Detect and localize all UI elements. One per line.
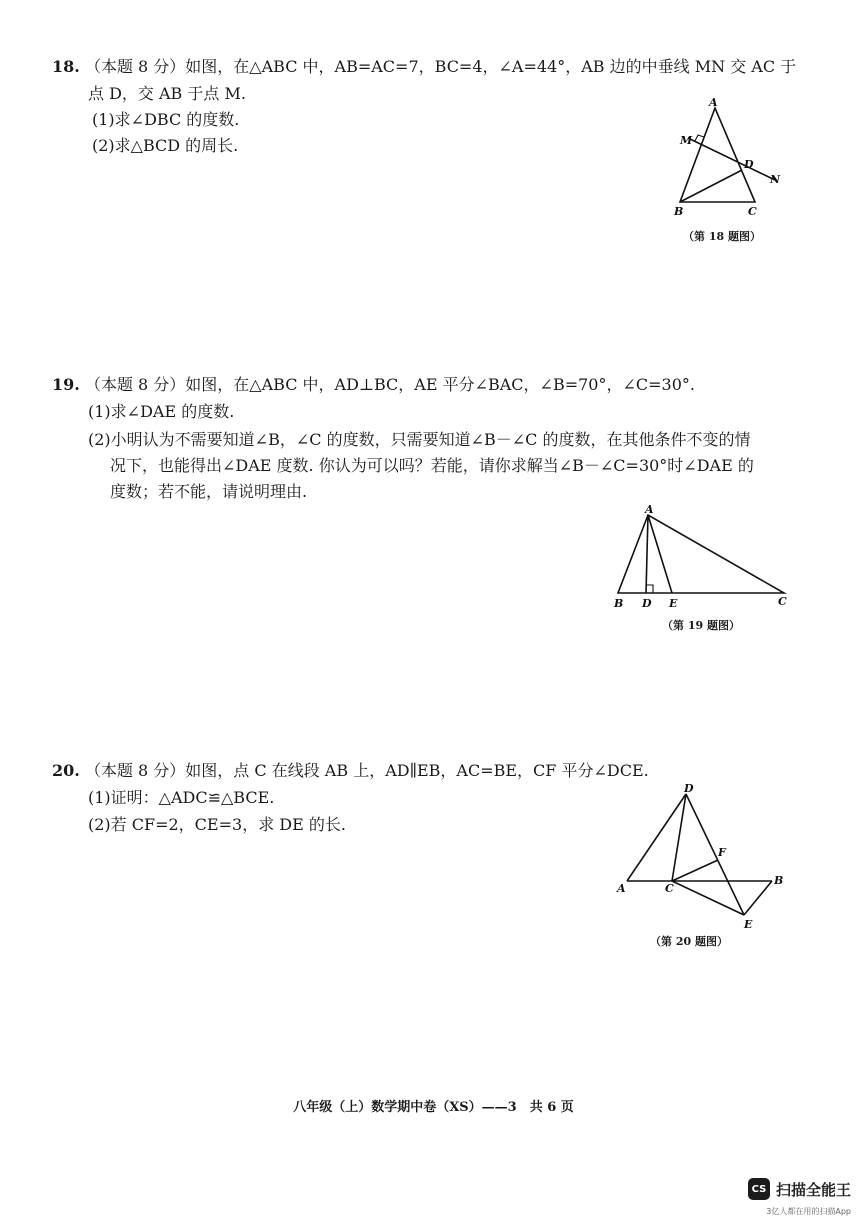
scanner-watermark <box>748 1178 851 1200</box>
camscanner-logo-icon: CS <box>748 1178 770 1200</box>
watermark-title: 扫描全能王 <box>775 1180 851 1199</box>
label-m: M <box>680 134 693 147</box>
line-mn <box>688 138 775 180</box>
question-18-part2: (2)求△BCD 的周长. <box>92 136 239 155</box>
question-19-part2-line3: 度数；若不能，请说明理由. <box>110 482 308 501</box>
label-c: C <box>748 205 757 218</box>
segment-cf <box>672 860 718 881</box>
label-a: A <box>709 96 718 109</box>
question-20-number: 20. <box>52 761 80 780</box>
figure-19 <box>612 505 802 615</box>
label-b: B <box>674 205 684 218</box>
label-d: D <box>684 782 694 795</box>
question-18-line1: （本题 8 分）如图，在△ABC 中，AB=AC=7，BC=4，∠A=44°，AB 边的中垂线 MN 交 AC 于 <box>84 57 797 76</box>
question-18-number: 18. <box>52 57 80 76</box>
label-a: A <box>617 882 626 895</box>
label-e: E <box>669 597 678 610</box>
question-18-part1: (1)求∠DBC 的度数. <box>92 110 240 129</box>
label-c: C <box>778 595 787 608</box>
label-f: F <box>718 846 726 859</box>
page-footer: 八年级（上）数学期中卷（XS）——3 共 6 页 <box>293 1100 574 1115</box>
figure-18-caption: （第 18 题图） <box>683 230 761 243</box>
right-angle-mark <box>646 585 653 593</box>
label-c: C <box>665 882 674 895</box>
figure-20 <box>612 780 792 930</box>
question-19-stem <box>52 375 695 395</box>
segment-de <box>686 794 744 915</box>
question-19-part2-line2: 况下，也能得出∠DAE 度数. 你认为可以吗？若能，请你求解当∠B－∠C=30°时∠DAE 的 <box>110 456 754 475</box>
label-b: B <box>774 874 784 887</box>
question-20-line1: （本题 8 分）如图，点 C 在线段 AB 上，AD∥EB，AC=BE，CF 平分∠DCE. <box>84 761 649 780</box>
segment-dc <box>672 794 686 881</box>
label-b: B <box>614 597 624 610</box>
watermark-subtitle: 3亿人都在用的扫描App <box>766 1207 851 1216</box>
segment-eb <box>744 881 772 915</box>
label-d: D <box>744 158 754 171</box>
figure-18 <box>660 94 800 224</box>
label-a: A <box>645 503 654 516</box>
label-n: N <box>770 173 781 186</box>
triangle-abc <box>680 108 755 202</box>
segment-ce <box>672 881 744 915</box>
question-18-stem <box>52 57 796 77</box>
question-19-number: 19. <box>52 375 80 394</box>
question-20-stem <box>52 761 649 781</box>
altitude-ad <box>646 515 648 593</box>
question-18-line2: 点 D，交 AB 于点 M. <box>88 84 246 103</box>
segment-ad <box>627 794 686 881</box>
question-19-line1: （本题 8 分）如图，在△ABC 中，AD⊥BC，AE 平分∠BAC，∠B=70°，∠C=30°. <box>84 375 695 394</box>
question-19-part1: (1)求∠DAE 的度数. <box>88 402 235 421</box>
question-19-part2-line1: (2)小明认为不需要知道∠B，∠C 的度数，只需要知道∠B－∠C 的度数，在其他条件不变的情 <box>88 430 751 449</box>
triangle-abc <box>618 515 784 593</box>
question-20-part1: (1)证明：△ADC≌△BCE. <box>88 788 275 807</box>
figure-19-caption: （第 19 题图） <box>662 619 740 632</box>
label-e: E <box>744 918 753 931</box>
label-d: D <box>642 597 652 610</box>
figure-20-caption: （第 20 题图） <box>650 935 728 948</box>
question-20-part2: (2)若 CF=2，CE=3，求 DE 的长. <box>88 815 346 834</box>
